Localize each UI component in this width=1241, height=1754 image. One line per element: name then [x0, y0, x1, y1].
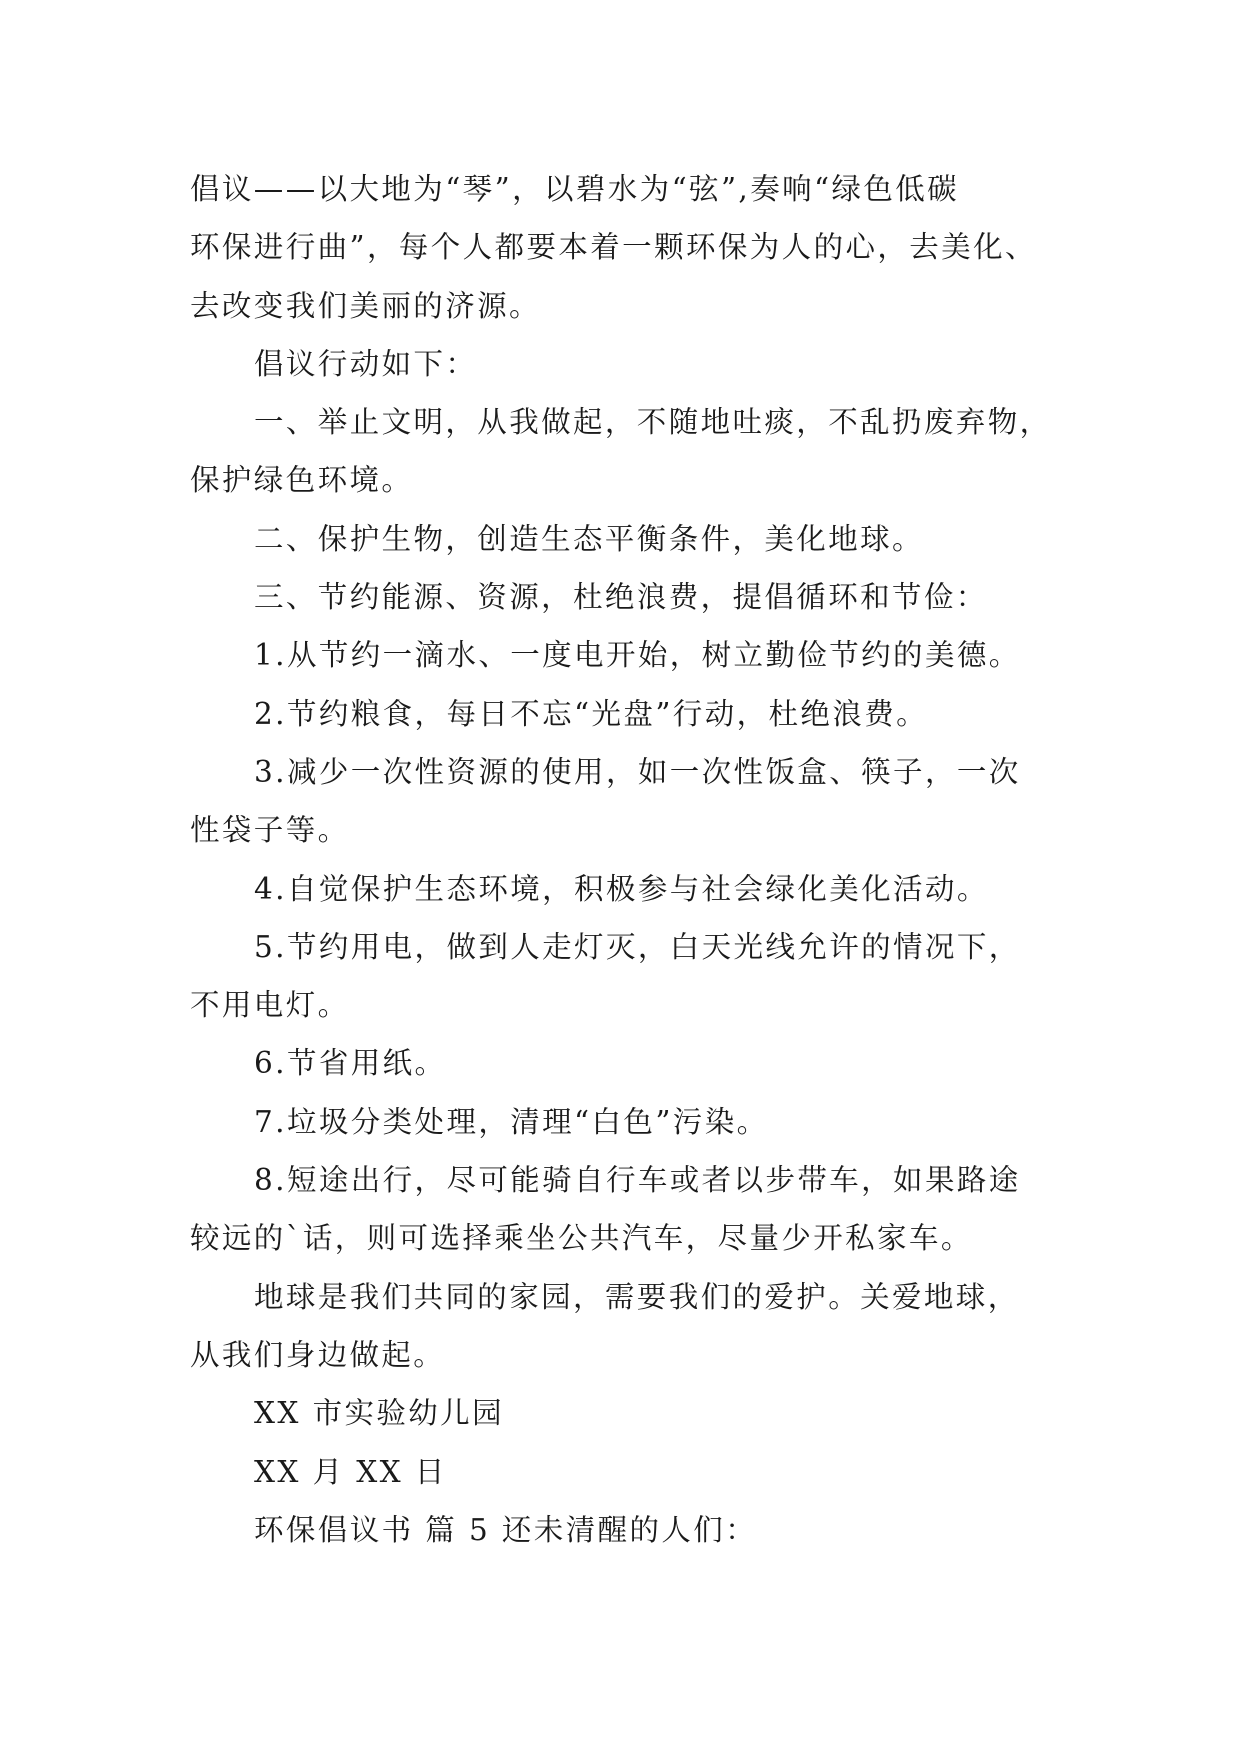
text-line: 性袋子等。 — [190, 813, 350, 848]
text-line: 1.从节约一滴水、一度电开始，树立勤俭节约的美德。 — [254, 638, 1021, 673]
text-line: 5.节约用电，做到人走灯灭，白天光线允许的情况下， — [254, 929, 1021, 964]
next-section-heading: 环保倡议书 篇 5 还未清醒的人们： — [254, 1512, 758, 1547]
text-line: 6.节省用纸。 — [254, 1046, 447, 1081]
text-line: 一、举止文明，从我做起，不随地吐痰，不乱扔废弃物， — [254, 405, 1052, 440]
text-line: 保护绿色环境。 — [190, 463, 414, 498]
text-line: 二、保护生物，创造生态平衡条件，美化地球。 — [254, 521, 924, 556]
text-line: 3.减少一次性资源的使用，如一次性饭盒、筷子，一次 — [254, 754, 1021, 789]
text-line: 去改变我们美丽的济源。 — [190, 288, 541, 323]
text-line: 较远的`话，则可选择乘坐公共汽车，尽量少开私家车。 — [190, 1221, 973, 1256]
text-line: 从我们身边做起。 — [190, 1337, 446, 1372]
text-line: 倡议——以大地为“琴”，以碧水为“弦”,奏响“绿色低碳 — [190, 172, 960, 206]
text-line: 8.短途出行，尽可能骑自行车或者以步带车，如果路途 — [254, 1163, 1021, 1198]
text-line: 倡议行动如下： — [254, 346, 478, 381]
text-line: 三、节约能源、资源，杜绝浪费，提倡循环和节俭： — [254, 580, 988, 615]
text-line: 地球是我们共同的家园，需要我们的爱护。关爱地球， — [254, 1279, 1020, 1314]
text-line: 不用电灯。 — [190, 988, 350, 1023]
text-line: 4.自觉保护生态环境，积极参与社会绿化美化活动。 — [254, 871, 989, 906]
document-body — [190, 160, 1060, 1559]
text-line: 2.节约粮食，每日不忘“光盘”行动，杜绝浪费。 — [254, 696, 929, 731]
signature-date: XX 月 XX 日 — [254, 1454, 447, 1489]
signature-organization: XX 市实验幼儿园 — [254, 1396, 504, 1431]
text-line: 环保进行曲”，每个人都要本着一颗环保为人的心，去美化、 — [190, 230, 1037, 265]
text-line: 7.垃圾分类处理，清理“白色”污染。 — [254, 1104, 769, 1139]
